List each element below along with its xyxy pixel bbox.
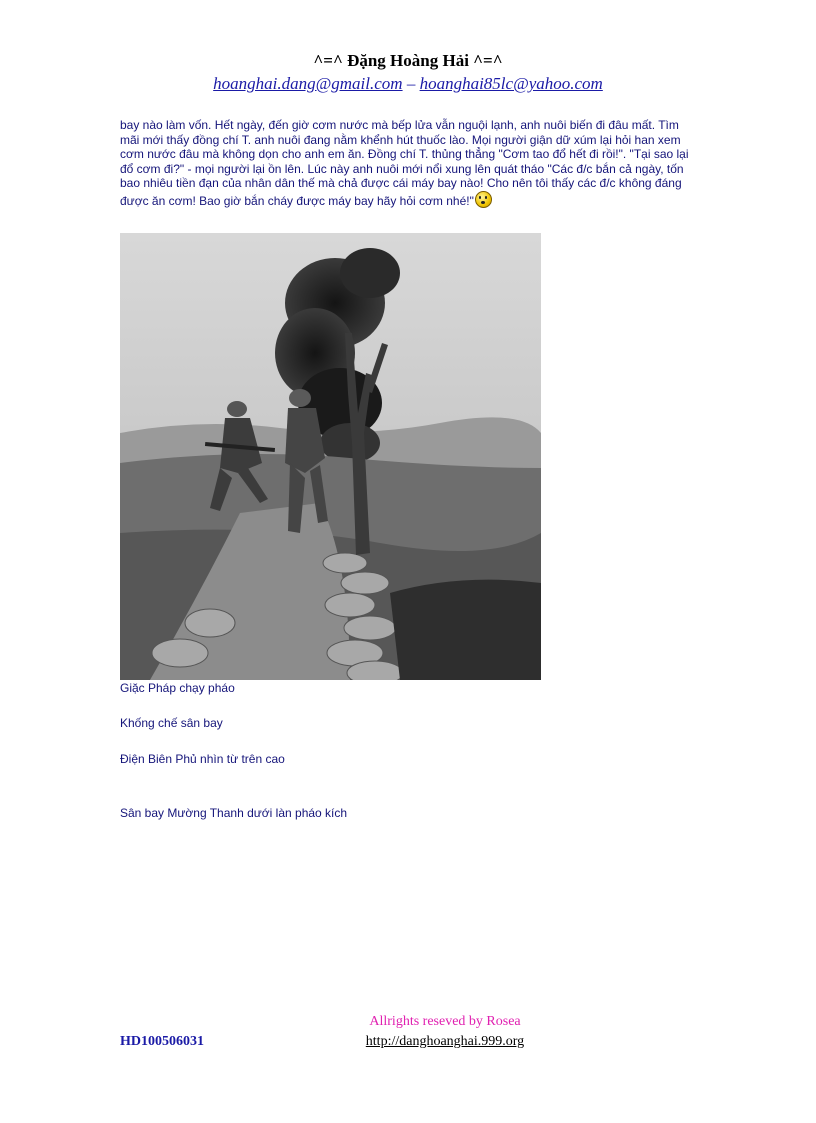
caption-3: Điện Biên Phủ nhìn từ trên cao xyxy=(120,752,285,766)
yahoo-link[interactable]: hoanghai85lc@yahoo.com xyxy=(419,74,603,93)
document-header xyxy=(0,50,816,96)
smiley-icon xyxy=(475,191,492,208)
story-paragraph xyxy=(120,118,700,209)
gmail-link[interactable]: hoanghai.dang@gmail.com xyxy=(213,74,403,93)
author-emails xyxy=(0,72,816,96)
email-separator: – xyxy=(402,74,420,93)
war-photo xyxy=(120,233,541,680)
rights-notice: Allrights reseved by Rosea xyxy=(369,1014,521,1029)
caption-1: Giặc Pháp chạy pháo xyxy=(120,681,235,695)
soldiers-running-photo xyxy=(120,233,541,680)
document-id: HD100506031 xyxy=(120,1034,204,1049)
story-text: bay nào làm vốn. Hết ngày, đến giờ cơm nước mà bếp lửa vẫn nguội lạnh, anh nuôi biến đi đâu mất. Tìm mãi mới thấy đồng chí T. anh nuôi đang nằm khểnh hút thuốc lào. Mọi người giận dữ xúm lại hỏi han xem cơm nước đâu mà không dọn cho anh em ăn. Đồng chí T. thủng thẳng "Cơm tao đổ hết đi rồi!". "Tại sao lại đổ cơm đi?" - mọi người lại ồn lên. Lúc này anh nuôi mới nổi xung lên quát tháo "Các đ/c bắn cả ngày, tốn bao nhiêu tiền đạn của nhân dân thế mà chả được cái máy bay nào! Cho nên tôi thấy các đ/c không đáng được ăn cơm! Bao giờ bắn cháy được máy bay hãy hỏi cơm nhé!" xyxy=(120,118,689,208)
website-link[interactable]: http://danghoanghai.999.org xyxy=(365,1034,525,1049)
caption-4: Sân bay Mường Thanh dưới làn pháo kích xyxy=(120,806,348,820)
caption-2: Khống chế sân bay xyxy=(120,716,223,730)
author-title: ^=^ Đặng Hoàng Hải ^=^ xyxy=(313,51,503,70)
